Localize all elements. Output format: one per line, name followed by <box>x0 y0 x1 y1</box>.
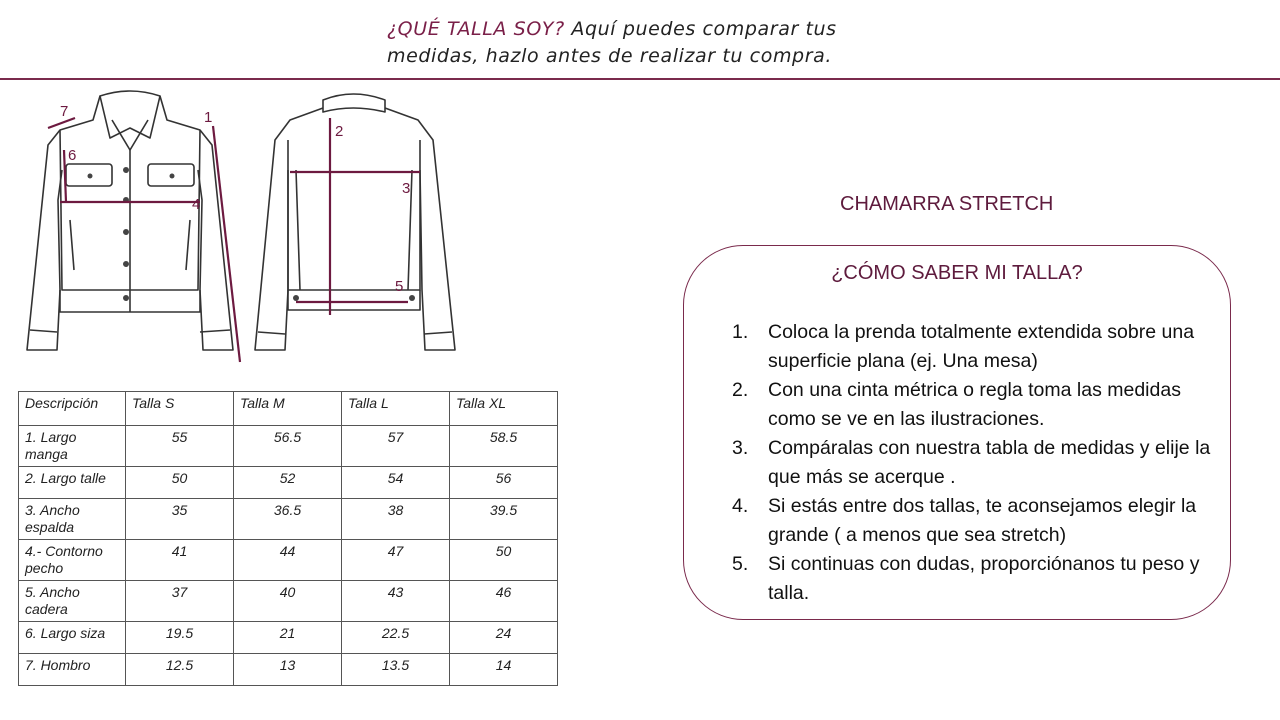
cell: 56.5 <box>234 426 342 467</box>
step-number: 1. <box>732 321 749 343</box>
table-row <box>19 581 558 622</box>
cell: 50 <box>450 540 558 581</box>
row-label: 2. Largo talle <box>19 467 126 499</box>
measure-labels <box>60 103 410 295</box>
product-title: CHAMARRA STRETCH <box>840 193 1054 215</box>
table-row <box>19 426 558 467</box>
cell: 19.5 <box>126 622 234 654</box>
jacket-front <box>27 91 233 350</box>
cell: 22.5 <box>342 622 450 654</box>
step-text: Si estás entre dos tallas, te aconsejamos elegir la grande ( a menos que sea stretch) <box>768 495 1197 546</box>
front-buttons <box>88 167 175 301</box>
list-item <box>732 550 1212 608</box>
cell: 13 <box>234 654 342 686</box>
header-divider <box>0 78 1280 80</box>
guide-title: ¿CÓMO SABER MI TALLA? <box>831 262 1083 284</box>
cell: 52 <box>234 467 342 499</box>
col-header: Talla XL <box>450 392 558 426</box>
cell: 12.5 <box>126 654 234 686</box>
step-text: Si continuas con dudas, proporciónanos tu peso y talla. <box>768 553 1200 604</box>
col-header: Talla S <box>126 392 234 426</box>
cell: 13.5 <box>342 654 450 686</box>
guide-steps <box>732 318 1212 608</box>
cell: 40 <box>234 581 342 622</box>
row-label: 3. Ancho espalda <box>19 499 126 540</box>
mark-3: 3 <box>402 180 411 197</box>
mark-6: 6 <box>68 147 77 164</box>
row-label: 7. Hombro <box>19 654 126 686</box>
mark-1: 1 <box>204 109 213 126</box>
cell: 47 <box>342 540 450 581</box>
col-header: Talla L <box>342 392 450 426</box>
table-row <box>19 622 558 654</box>
header-line-1 <box>387 16 947 43</box>
cell: 43 <box>342 581 450 622</box>
header-line1-rest: Aquí puedes comparar tus <box>564 18 837 40</box>
list-item <box>732 376 1212 434</box>
mark-7: 7 <box>60 103 69 120</box>
table-row <box>19 540 558 581</box>
row-label: 4.- Contorno pecho <box>19 540 126 581</box>
cell: 21 <box>234 622 342 654</box>
row-label: 1. Largo manga <box>19 426 126 467</box>
cell: 44 <box>234 540 342 581</box>
cell: 41 <box>126 540 234 581</box>
measure-lines <box>48 118 420 362</box>
cell: 35 <box>126 499 234 540</box>
col-header: Descripción <box>19 392 126 426</box>
cell: 46 <box>450 581 558 622</box>
back-buttons <box>293 295 415 301</box>
table-row <box>19 499 558 540</box>
cell: 54 <box>342 467 450 499</box>
header-accent: ¿QUÉ TALLA SOY? <box>387 18 565 40</box>
cell: 56 <box>450 467 558 499</box>
jacket-illustration <box>0 84 470 374</box>
page-header <box>387 16 947 70</box>
header-line-2: medidas, hazlo antes de realizar tu compra. <box>387 45 833 67</box>
row-label: 6. Largo siza <box>19 622 126 654</box>
step-number: 4. <box>732 495 749 517</box>
cell: 57 <box>342 426 450 467</box>
table-header-row <box>19 392 558 426</box>
cell: 14 <box>450 654 558 686</box>
table-row <box>19 467 558 499</box>
cell: 38 <box>342 499 450 540</box>
cell: 24 <box>450 622 558 654</box>
step-number: 5. <box>732 553 749 575</box>
cell: 36.5 <box>234 499 342 540</box>
mark-4: 4 <box>192 196 201 213</box>
step-number: 3. <box>732 437 749 459</box>
cell: 50 <box>126 467 234 499</box>
cell: 39.5 <box>450 499 558 540</box>
step-text: Con una cinta métrica o regla toma las medidas como se ve en las ilustraciones. <box>768 379 1181 430</box>
table-row <box>19 654 558 686</box>
cell: 58.5 <box>450 426 558 467</box>
list-item <box>732 318 1212 376</box>
mark-2: 2 <box>335 123 344 140</box>
step-text: Coloca la prenda totalmente extendida sobre una superficie plana (ej. Una mesa) <box>768 321 1195 372</box>
mark-5: 5 <box>395 278 404 295</box>
step-number: 2. <box>732 379 749 401</box>
list-item <box>732 492 1212 550</box>
size-table <box>18 391 558 686</box>
size-guide-panel <box>683 245 1231 620</box>
col-header: Talla M <box>234 392 342 426</box>
list-item <box>732 434 1212 492</box>
cell: 37 <box>126 581 234 622</box>
cell: 55 <box>126 426 234 467</box>
jacket-back <box>255 94 455 350</box>
step-text: Compáralas con nuestra tabla de medidas y elije la que más se acerque . <box>768 437 1211 488</box>
row-label: 5. Ancho cadera <box>19 581 126 622</box>
